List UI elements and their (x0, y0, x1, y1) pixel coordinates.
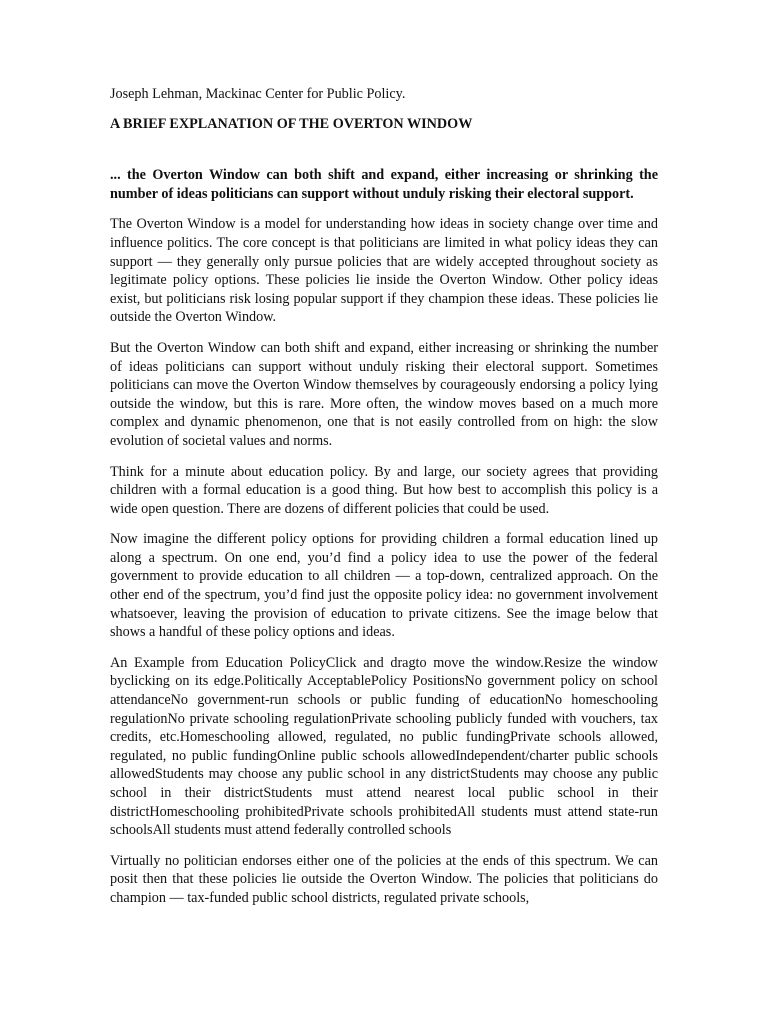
paragraph: Now imagine the different policy options for providing children a formal education lined up along a spectrum. On one end, you’d find a policy idea to use the power of the federal government to provide education to all children — a top-down, centralized approach. On the other end of the spectrum, you’d find just the opposite policy idea: no government involvement whatsoever, leaving the provision of education to private citizens. See the image below that shows a handful of these policy options and ideas. (110, 531, 658, 641)
document-title: A BRIEF EXPLANATION OF THE OVERTON WINDOW (110, 115, 473, 132)
paragraph: Think for a minute about education policy. By and large, our society agrees that providing children with a formal education is a good thing. But how best to accomplish this policy is a wide open question. There are dozens of different policies that could be used. (110, 463, 658, 517)
paragraph: The Overton Window is a model for understanding how ideas in society change over time and influence politics. The core concept is that politicians are limited in what policy ideas they can support — they generally only pursue policies that are widely accepted throughout society as legitimate policy options. These policies lie inside the Overton Window. Other policy ideas exist, but politicians risk losing popular support if they champion these ideas. These policies lie outside the Overton Window. (110, 216, 658, 326)
author-line: Joseph Lehman, Mackinac Center for Public Policy. (110, 86, 406, 102)
paragraph: But the Overton Window can both shift and expand, either increasing or shrinking the number of ideas politicians can support without unduly risking their electoral support. Sometimes politicians can move the Overton Window themselves by courageously endorsing a policy lying outside the window, but this is rare. More often, the window moves based on a much more complex and dynamic phenomenon, one that is not easily controlled from on high: the slow evolution of societal values and norms. (110, 339, 658, 449)
paragraph: An Example from Education PolicyClick and dragto move the window.Resize the window byclicking on its edge.Politically AcceptablePolicy PositionsNo government policy on school attendanceNo government-run schools or public funding of educationNo homeschooling regulationNo private schooling regulationPrivate schooling publicly funded with vouchers, tax credits, etc.Homeschooling allowed, regulated, no public fundingPrivate schools allowed, regulated, no public fundingOnline public schools allowedIndependent/charter public schools allowedStudents may choose any public school in any districtStudents may choose any public school in their districtStudents must attend nearest local public school in their districtHomeschooling prohibitedPrivate schools prohibitedAll students must attend state-run schoolsAll students must attend federally controlled schools (110, 654, 658, 839)
pull-quote: ... the Overton Window can both shift and expand, either increasing or shrinking the number of ideas politicians can support without unduly risking their electoral support. (110, 167, 658, 202)
paragraph: Virtually no politician endorses either one of the policies at the ends of this spectrum. We can posit then that these policies lie outside the Overton Window. The policies that politicians do champion — tax-funded public school districts, regulated private schools, (110, 852, 658, 906)
